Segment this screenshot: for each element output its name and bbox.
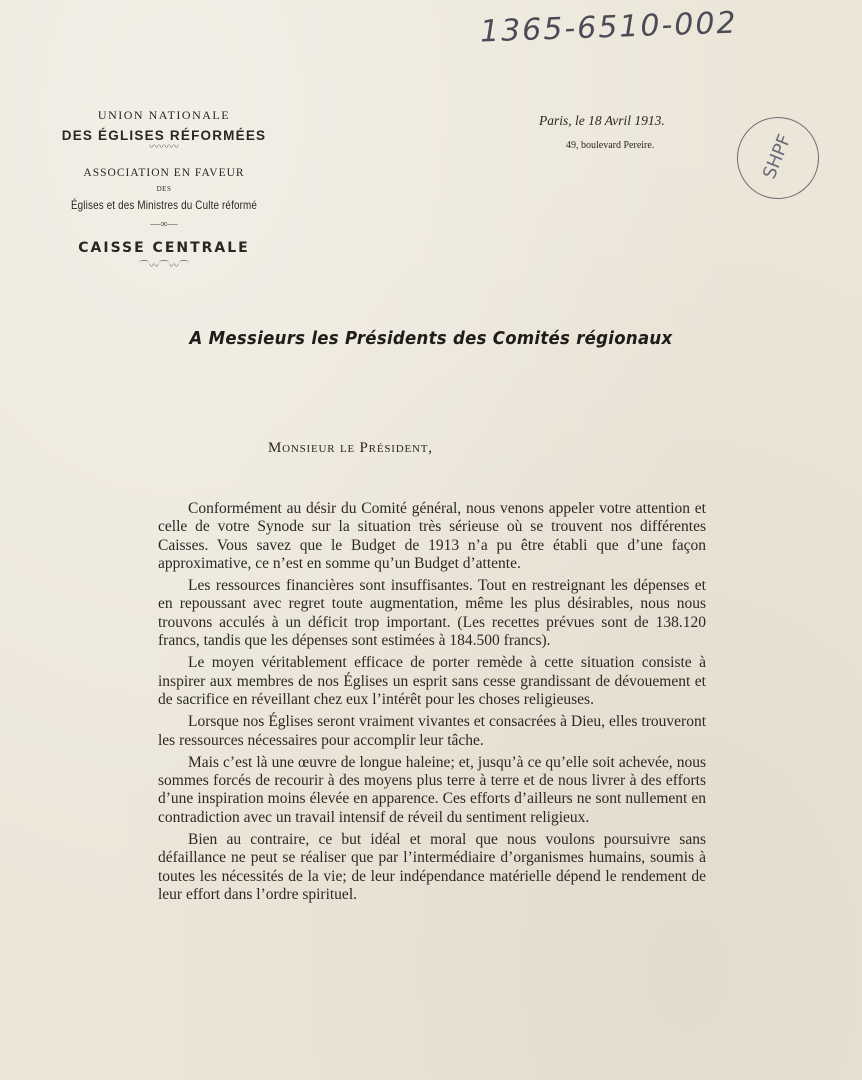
salutation — [268, 440, 433, 457]
salutation-text: Monsieur le Président, — [268, 440, 433, 456]
archive-reference-handwritten: 1365-6510-002 — [479, 5, 739, 50]
flourish-ornament: ⌒〰⌒〰⌒ — [139, 261, 189, 272]
address: 49, boulevard Pereire. — [566, 140, 655, 151]
flourish-ornament: 〰〰〰 — [149, 142, 179, 153]
letterhead-culte: Églises et des Ministres du Culte réformé — [70, 198, 258, 212]
paragraph: Conformément au désir du Comité général, nous venons appeler votre attention et celle de votre Synode sur la situation très sérieuse où se trouvent nos différentes Caisses. Vous savez que le Budget de 1913 n’a pu être établi que d’une façon approximative, ce n’est en somme qu’un Budget d’attente. — [158, 500, 706, 572]
flourish-ornament: —∞— — [150, 219, 178, 230]
letterhead-des: DES — [156, 185, 172, 193]
paragraph: Mais c’est là une œuvre de longue haleine; et, jusqu’à ce qu’elle soit achevée, nous sommes forcés de recourir à des moyens plus terre à terre et de nous livrer à des efforts d’une inspiration moins élevée en apparence. Ces efforts d’ailleurs ne sont nullement en contradiction avec un travail intensif de réveil du sentiment religieux. — [158, 753, 706, 826]
letterhead-caisse: CAISSE CENTRALE — [78, 240, 250, 256]
paragraph: Bien au contraire, ce but idéal et moral que nous voulons poursuivre sans défaillance ne peut se réaliser que par l’intermédiaire d’organismes humains, soumis à toutes les nécessités de la vie; de leur indépendance matérielle dépend le rendement de leur effort dans l’ordre spirituel. — [158, 831, 706, 903]
archive-stamp — [723, 103, 834, 214]
headline: A Messieurs les Présidents des Comités régionaux — [189, 328, 673, 349]
stamp-text: SHPF — [758, 131, 796, 183]
letterhead-union: UNION NATIONALE — [97, 108, 231, 122]
paragraph: Lorsque nos Églises seront vraiment vivantes et consacrées à Dieu, elles trouveront les ressources nécessaires pour accomplir leur tâche. — [158, 713, 706, 749]
paragraph: Les ressources financières sont insuffisantes. Tout en restreignant les dépenses et en repoussant avec regret toute augmentation, même les plus désirables, nous nous trouvons acculés à un déficit trop important. (Les recettes prévues sont de 138.120 francs, tandis que les dépenses sont estimées à 184.500 francs). — [158, 577, 706, 650]
letterhead-association: ASSOCIATION EN FAVEUR — [83, 167, 245, 179]
letterhead — [40, 108, 288, 272]
place-date: Paris, le 18 Avril 1913. — [539, 113, 665, 128]
letter-body — [158, 500, 706, 908]
paragraph: Le moyen véritablement efficace de porter remède à cette situation consiste à inspirer aux membres de nos Églises un esprit sans cesse grandissant de dévouement et de sacrifice en réveillant chez eux l’intérêt pour les choses religieuses. — [158, 654, 706, 708]
letterhead-eglises: DES ÉGLISES RÉFORMÉES — [61, 128, 267, 143]
